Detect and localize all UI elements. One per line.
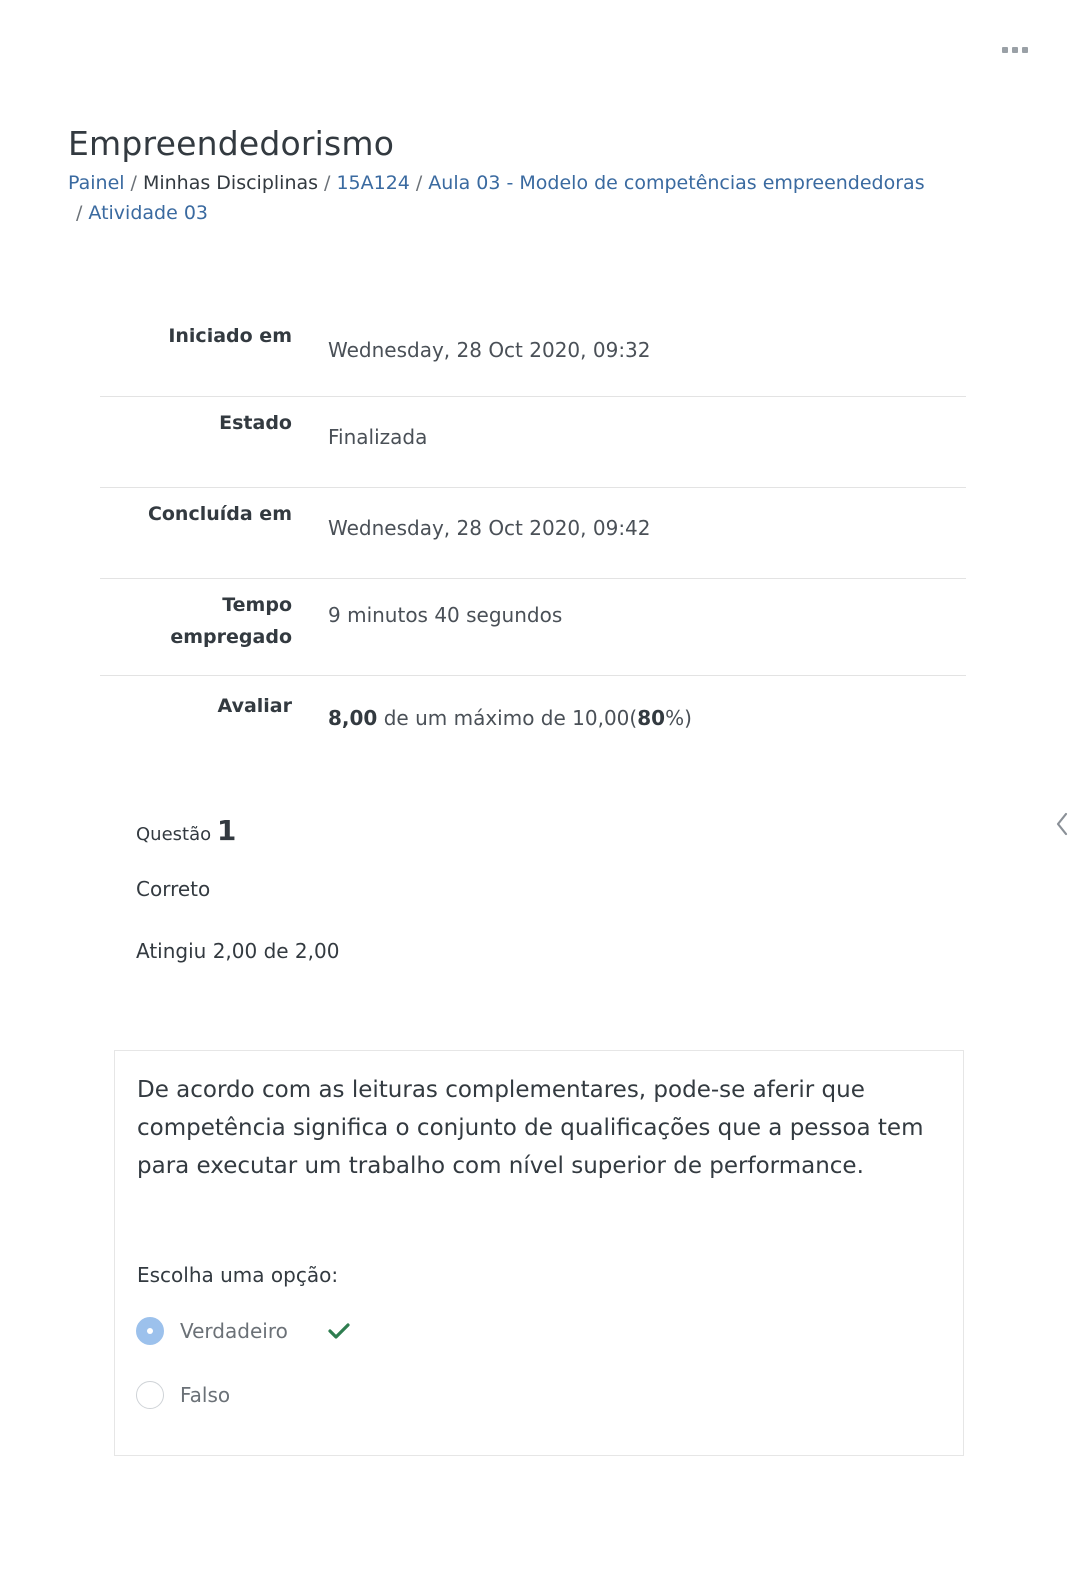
breadcrumb-course[interactable]: 15A124 — [336, 172, 410, 194]
option-falso[interactable] — [136, 1381, 230, 1409]
summary-label — [100, 579, 308, 675]
breadcrumb-separator: / — [324, 172, 331, 194]
more-options-button[interactable] — [1002, 40, 1028, 60]
breadcrumb-minhas-disciplinas: Minhas Disciplinas — [142, 172, 319, 194]
more-dot-icon — [1012, 47, 1018, 53]
question-label: Questão — [136, 824, 212, 845]
option-verdadeiro[interactable] — [136, 1317, 350, 1345]
page-title: Empreendedorismo — [68, 124, 395, 163]
grade-suffix: %) — [665, 706, 692, 730]
radio-button[interactable] — [136, 1381, 164, 1409]
summary-label-line: empregado — [170, 626, 292, 648]
summary-value: Finalizada — [328, 425, 428, 449]
more-dot-icon — [1002, 47, 1008, 53]
question-number: 1 — [216, 814, 237, 847]
breadcrumb-activity[interactable]: Atividade 03 — [88, 202, 208, 224]
check-icon — [328, 1322, 350, 1340]
radio-button-checked[interactable] — [136, 1317, 164, 1345]
breadcrumb-separator: / — [76, 202, 83, 224]
summary-value: Wednesday, 28 Oct 2020, 09:42 — [328, 516, 651, 540]
grade-score: 8,00 — [328, 706, 378, 730]
chevron-left-icon[interactable] — [1052, 810, 1072, 838]
summary-value: 9 minutos 40 segundos — [328, 603, 563, 627]
summary-value — [308, 676, 966, 756]
attempt-summary-table — [100, 310, 966, 756]
summary-value: Wednesday, 28 Oct 2020, 09:32 — [328, 338, 651, 362]
summary-row-time — [100, 579, 966, 676]
question-grade: Atingiu 2,00 de 2,00 — [136, 939, 340, 963]
question-state: Correto — [136, 877, 211, 901]
summary-label: Avaliar — [217, 695, 292, 717]
question-info — [136, 814, 339, 963]
summary-row-started — [100, 310, 966, 397]
question-card — [114, 1050, 964, 1456]
grade-middle: de um máximo de 10,00( — [377, 706, 638, 730]
grade-percent: 80 — [637, 706, 666, 730]
breadcrumb-separator: / — [415, 172, 423, 194]
summary-row-grade — [100, 676, 966, 756]
summary-label-line: Tempo — [222, 594, 292, 616]
summary-label: Estado — [219, 412, 292, 434]
summary-label: Concluída em — [147, 503, 292, 525]
summary-row-state — [100, 397, 966, 488]
more-dot-icon — [1022, 47, 1028, 53]
breadcrumb-section[interactable]: Aula 03 - Modelo de competências empreendedoras — [428, 172, 925, 194]
answer-prompt: Escolha uma opção: — [137, 1263, 339, 1287]
summary-row-completed — [100, 488, 966, 579]
question-text: De acordo com as leituras complementares, pode-se aferir que competência significa o conjunto de qualificações que a pessoa tem para executar um trabalho com nível superior de performance. — [137, 1077, 924, 1179]
breadcrumb-separator: / — [130, 172, 137, 194]
question-title — [136, 814, 339, 847]
summary-label: Iniciado em — [168, 325, 292, 347]
breadcrumb-painel[interactable]: Painel — [68, 172, 125, 194]
option-label: Verdadeiro — [180, 1319, 288, 1343]
breadcrumb — [68, 168, 968, 228]
option-label: Falso — [180, 1383, 231, 1407]
